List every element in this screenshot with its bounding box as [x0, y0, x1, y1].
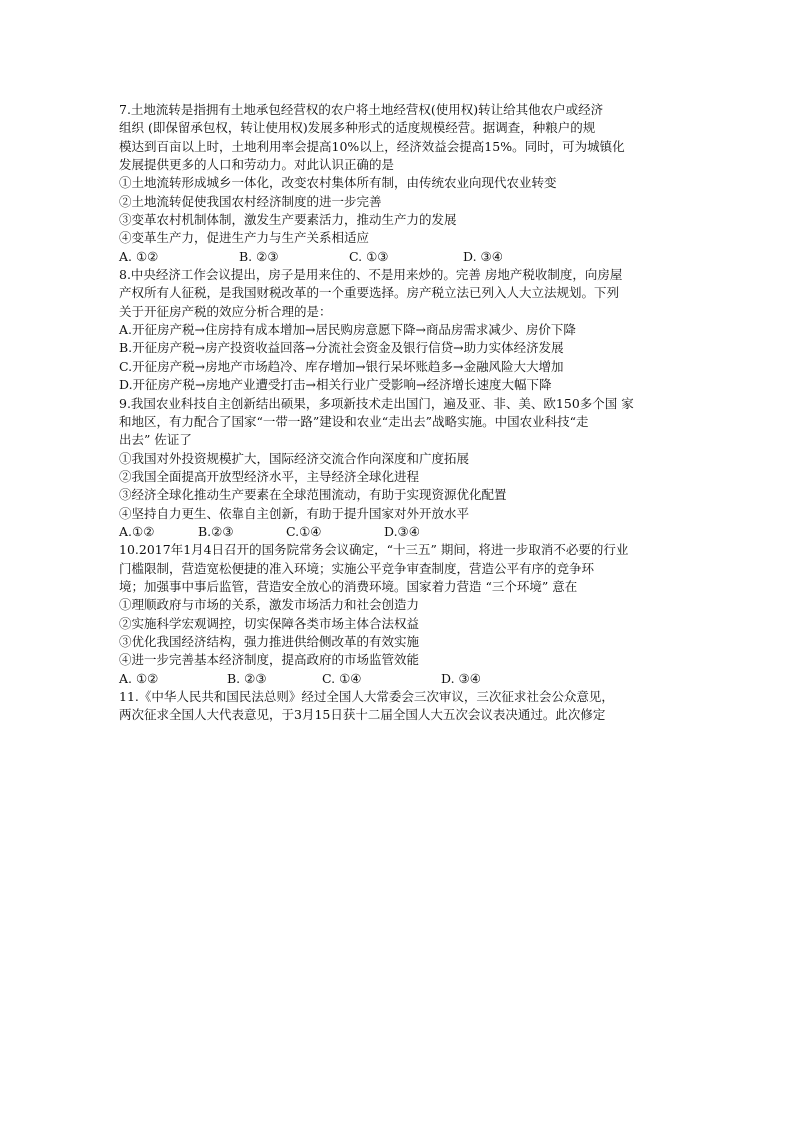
q9-statement-1: ①我国对外投资规模扩大，国际经济交流合作向深度和广度拓展 [119, 450, 470, 466]
question-9 [119, 395, 689, 542]
q9-option-b: B.②③ [198, 523, 234, 539]
q11-stem-line-1: 11.《中华人民共和国民法总则》经过全国人大常委会三次审议，三次征求社会公众意见， [119, 689, 614, 704]
question-10 [119, 541, 689, 688]
q7-statement-3: ③变革农村机制体制，激发生产要素活力，推动生产力的发展 [119, 212, 457, 228]
q9-stem-line-1: 9.我国农业科技自主创新结出硕果，多项新技术走出国门，遍及亚、非、美、欧150多个国 家 [119, 395, 634, 411]
q10-stem-line-1: 10.2017年1月4日召开的国务院常务会议确定，“十三五” 期间，将进一步取消不必要的行业 [119, 542, 629, 558]
q10-statement-3: ③优化我国经济结构，强力推进供给侧改革的有效实施 [119, 633, 420, 649]
q9-option-c: C.①④ [286, 523, 322, 539]
q9-statement-4: ④坚持自力更生、依靠自主创新，有助于提升国家对外开放水平 [119, 505, 470, 521]
q7-statement-1: ①土地流转形成城乡一体化，改变农村集体所有制，由传统农业向现代农业转变 [119, 175, 557, 191]
q7-option-a: A. ①② [119, 248, 159, 264]
q9-option-a: A.①② [119, 523, 155, 539]
q7-stem-line-3: 模达到百亩以上时，土地利用率会提高10%以上，经济效益会提高15%。同时，可为城镇化 [119, 138, 625, 154]
q7-statement-4: ④变革生产力，促进生产力与生产关系相适应 [119, 230, 370, 246]
q7-statement-2: ②土地流转促使我国农村经济制度的进一步完善 [119, 193, 382, 209]
q7-stem-line-4: 发展提供更多的人口和劳动力。对此认识正确的是 [119, 157, 395, 173]
question-11 [119, 688, 689, 725]
question-7 [119, 101, 689, 266]
q7-stem-line-1: 7.土地流转是指拥有土地承包经营权的农户将土地经营权(使用权)转让给其他农户或经济 [119, 102, 604, 117]
q7-stem-line-2: 组织 (即保留承包权，转让使用权)发展多种形式的适度规模经营。据调查，种粮户的规 [119, 120, 596, 136]
q9-options [119, 523, 689, 541]
q8-option-a: A.开征房产税→住房持有成本增加→居民购房意愿下降→商品房需求减少、房价下降 [119, 322, 576, 338]
question-8 [119, 266, 689, 394]
q7-option-c: C. ①③ [349, 248, 389, 264]
q9-option-d: D.③④ [384, 523, 420, 539]
q9-stem-line-2: 和地区，有力配合了国家“一带一路”建设和农业“走出去”战略实施。中国农业科技“走 [119, 413, 589, 429]
q10-options [119, 670, 689, 688]
q9-statement-2: ②我国全面提高开放型经济水平，主导经济全球化进程 [119, 468, 420, 484]
q10-statement-4: ④进一步完善基本经济制度，提高政府的市场监管效能 [119, 652, 420, 668]
q10-option-c: C. ①④ [322, 670, 362, 686]
q8-option-d: D.开征房产税→房地产业遭受打击→相关行业广受影响→经济增长速度大幅下降 [119, 377, 552, 393]
q10-statement-1: ①理顺政府与市场的关系，激发市场活力和社会创造力 [119, 597, 420, 613]
q8-stem-line-2: 产权所有人征税，是我国财税改革的一个重要选择。房产税立法已列入人大立法规划。下列 [119, 285, 620, 301]
q10-stem-line-2: 门槛限制，营造宽松便捷的准入环境；实施公平竞争审查制度，营造公平有序的竞争环 [119, 560, 595, 576]
q7-option-b: B. ②③ [239, 248, 279, 264]
q8-option-b: B.开征房产税→房产投资收益回落→分流社会资金及银行信贷→助力实体经济发展 [119, 340, 564, 356]
q7-options [119, 248, 689, 266]
q10-statement-2: ②实施科学宏观调控，切实保障各类市场主体合法权益 [119, 615, 420, 631]
q10-stem-line-3: 境；加强事中事后监管，营造安全放心的消费环境。国家着力营造 “三个环境” 意在 [119, 578, 578, 594]
q9-stem-line-3: 出去” 佐证了 [119, 432, 192, 448]
q9-statement-3: ③经济全球化推动生产要素在全球范围流动，有助于实现资源优化配置 [119, 487, 507, 503]
q10-option-d: D. ③④ [441, 670, 481, 686]
q10-option-a: A. ①② [119, 670, 159, 686]
q8-stem-line-1: 8.中央经济工作会议提出，房子是用来住的、不是用来炒的。完善 房地产税收制度，向房屋 [119, 267, 623, 283]
q7-option-d: D. ③④ [463, 248, 503, 264]
exam-page [119, 101, 689, 725]
q11-stem-line-2: 两次征求全国人大代表意见，于3月15日获十二届全国人大五次会议表决通过。此次修定 [119, 707, 606, 723]
q10-option-b: B. ②③ [227, 670, 267, 686]
q8-stem-line-3: 关于开征房产税的效应分析合理的是： [119, 303, 332, 319]
q8-option-c: C.开征房产税→房地产市场趋冷、库存增加→银行呆坏账趋多→金融风险大大增加 [119, 358, 564, 374]
